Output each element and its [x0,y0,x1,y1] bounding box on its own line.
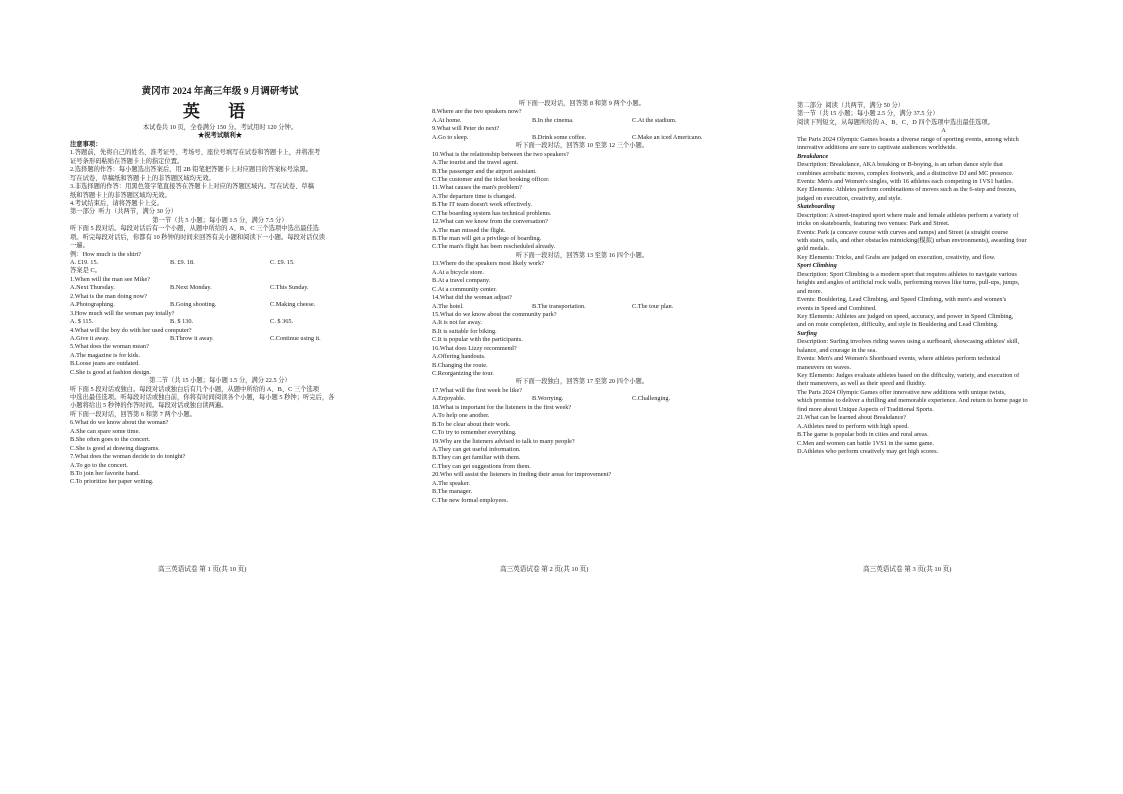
listen-instruction: 听下面一段对话，回答第 6 和第 7 两个小题。 [70,410,196,418]
section-desc: 中选出最佳选项。听每段对话或独白前，你将有时间阅读各个小题，每小题 5 秒钟；听完后，各 [70,394,335,401]
passage-text: which promise to deliver a thrilling and memorable experience. And return to home page to [797,397,1028,405]
option: A. $ 115. [70,318,94,326]
option: C.At a community center. [432,285,497,293]
option: C. $ 365. [270,318,294,326]
option: B.Drink some coffee. [532,133,587,141]
section-desc: 听下面 5 段对话。每段对话后有一个小题，从题中所给的 A、B、C 三个选项中选出最佳选 [70,225,320,233]
note-line: 证号条形码粘贴在答题卡上的指定位置。 [70,157,184,165]
passage-text: tricks on skateboards, featuring two venues: Park and Street. [797,220,950,228]
passage-text: and more. [797,287,823,295]
question: 6.What do we know about the woman? [70,419,169,427]
passage-text: Description: Surfing involves riding waves using a surfboard, showcasing athletes' skill, [797,338,1020,346]
option: B.Loose jeans are outdated. [70,360,140,368]
option: C.Make an iced Americano. [632,133,703,141]
option: A.At a bicycle store. [432,268,484,276]
question: 16.What does Lizzy recommend? [432,344,517,352]
option: C.To try to remember everything. [432,429,517,437]
passage-text: Description: Sport Climbing is a modern sport that requires athletes to navigate various [797,270,1017,278]
option: A.The tourist and the travel agent. [432,159,519,167]
passage-text: innovative additions are sure to captivate audiences worldwide. [797,144,957,152]
question: 9.What will Peter do next? [432,125,500,133]
option: C.The tour plan. [632,302,674,310]
option: A.Athletes need to perform with high speed. [797,422,909,430]
question: 4.What will the boy do with her used computer? [70,326,192,334]
option: A.Enjoyable. [432,395,466,403]
option: B.Worrying. [532,395,564,403]
option: A.To go to the concert. [70,461,128,469]
passage-text: Description: Breakdance, AKA breaking or B-boying, is an urban dance style that [797,161,1003,169]
question: 5.What does the woman mean? [70,343,149,351]
question: 12.What can we know from the conversation? [432,218,548,226]
option: B.Next Monday. [170,284,212,292]
passage-text: events in Speed and Combined. [797,304,877,312]
section-heading: 第一节（共 5 小题；每小题 1.5 分，满分 7.5 分） [152,216,288,224]
option: C. £9. 15. [270,259,295,266]
passage-text: Key Elements: Judges evaluate athletes based on the difficulty, variety, and execution of [797,372,1020,379]
option: A.Photographing. [70,301,115,309]
options-row [70,284,370,292]
option: C.Continue using it. [270,334,321,342]
option: C.It is popular with the participants. [432,336,523,344]
listen-instruction: 听下面一段独白，回答第 17 至第 20 四个小题。 [515,378,649,386]
passage-text: Description: A street-inspired sport where male and female athletes perform a variety of [797,211,1019,219]
option: B. £9. 18. [170,259,195,266]
option: A.Go to sleep. [432,133,469,141]
option: C.They can get suggestions from them. [432,462,531,470]
option: B.To join her favorite band. [70,469,140,477]
question: 7.What does the woman decide to do tonight? [70,453,186,461]
option: C.She is good at fashion design. [70,368,151,376]
passage-text: heights and angles of artificial rock walls, performing moves like turns, pull-ups, jumps, [797,279,1020,287]
option: B.Throw it away. [170,334,214,342]
passage-text: Key Elements: Athletes perform combinations of moves such as the 6-step and freezes, [797,186,1017,194]
question: 1.When will the man see Mike? [70,275,151,283]
option: D.Athletes who perform creatively may get high scores. [797,447,939,455]
option: C.At the stadium. [632,116,677,124]
passage-text: gold medals. [797,245,830,253]
question: 18.What is important for the listeners in the first week? [432,403,572,411]
section-desc: 项。听完每段对话后，你都有 10 秒钟的时间来回答有关小题和阅读下一小题。每段对话仅读 [70,233,326,241]
page-3-column [797,102,1090,572]
section-heading: 第一节（共 15 小题；每小题 2.5 分，满分 37.5 分） [797,110,939,118]
option: B.Going shooting. [170,301,217,309]
option: B.In the cinema. [532,116,574,124]
option: A.The departure time is changed. [432,192,516,200]
option: A.It is not far away. [432,319,482,327]
question: 2.What is the man doing now? [70,292,147,300]
option: C.Challenging. [632,395,671,403]
option: B.To be clear about their work. [432,420,511,428]
section-desc: 阅读下列短文，从每题所给的 A、B、C、D 四个选项中选出最佳选项。 [797,118,994,126]
subheading: Surfing [797,329,817,337]
exam-title: 黄冈市 2024 年高三年级 9 月调研考试 [141,87,299,97]
note-line: 1.答题前，先将自己的姓名、准考证号、考场号、座位号填写在试卷和答题卡上，并将准考 [70,149,321,157]
passage-text: Events: Bouldering, Lead Climbing, and Speed Climbing, with men's and women's [797,296,1007,304]
passage-text: combines acrobatic moves, complex footwork, and a distinctive DJ and MC presence. [797,169,1014,177]
note-line: 3.非选择题的作答：用黑色签字笔直接答在答题卡上对应的答题区域内。写在试卷、草稿 [70,183,315,191]
section-heading: 第二节（共 15 小题；每小题 1.5 分，满分 22.5 分） [149,377,291,385]
passage-text: find more about Unique Aspects of Traditional Sports. [797,405,934,413]
option: C.To prioritize her paper writing. [70,478,154,486]
option: B.The passenger and the airport assistant. [432,167,537,175]
subheading: Sport Climbing [797,262,837,270]
page-1-column [70,87,370,568]
section-desc: 一遍。 [70,242,89,250]
subheading: Skateboarding [797,203,835,211]
passage-text: their maneuvers, as well as their speed and fluidity. [797,380,926,388]
options-row [70,301,370,309]
question: 20.Who will assist the listeners in finding their areas for improvement? [432,471,612,479]
option: A.Give it away. [70,334,110,342]
subheading: Breakdance [797,152,829,160]
option: C.She is good at drawing diagrams. [70,444,160,452]
option: B.Changing the route. [432,361,488,369]
option: A.They can get useful information. [432,445,521,453]
note-line: 2.选择题的作答：每小题选出答案后，用 2B 铅笔把答题卡上对应题目的答案标号涂黑。 [70,166,312,174]
option: B.At a travel company. [432,277,491,285]
section-desc: 听下面 5 段对话或独白。每段对话或独白后有几个小题，从题中所给的 A、B、C 三个选项 [70,385,320,393]
options-row [70,335,370,343]
exam-intro: 本试卷共 10 页，全卷满分 150 分。考试用时 120 分钟。 [142,124,298,131]
passage-text: Key Elements: Athletes are judged on speed, accuracy, and power in Speed Climbing, [797,312,1014,320]
question: 14.What did the woman adjust? [432,294,512,302]
passage-label: A [941,127,946,135]
page-footer: 高三英语试卷 第 3 页(共 10 页) [863,566,952,573]
option: A.At home. [432,116,462,124]
passage-text: Events: Men's and Women's singles, with 16 athletes each competing in 1VS1 battles. [797,177,1014,185]
option: C.The customer and the ticket booking officer. [432,175,550,183]
option: B.The game is popular both in cities and rural areas. [797,431,929,439]
option: C.Men and women can battle 1VS1 in the same game. [797,439,934,447]
option: A.She can spare some time. [70,427,140,435]
option: A.The magazine is for kids. [70,351,140,359]
page-footer: 高三英语试卷 第 1 页(共 10 页) [158,566,247,573]
question: 21.What can be learned about Breakdance? [797,414,907,422]
question: 8.Where are the two speakers now? [432,108,522,116]
option: A.The man missed the flight. [432,226,506,234]
options-row [432,303,732,311]
option: C.The boarding system has technical problems. [432,209,552,217]
question: 17.What will the first week be like? [432,386,523,394]
option: B.She often goes to the concert. [70,436,151,444]
passage-text: The Paris 2024 Olympic Games offer innovative new additions with unique twists, [797,388,1006,396]
options-row [70,318,370,326]
notes-heading: 注意事项： [70,140,102,148]
note-line: 纸和答题卡上的非答题区域均无效。 [70,191,171,199]
section-desc: 小题将给出 5 秒钟的作答时间。每段对话或独白读两遍。 [70,402,228,410]
example-answer: 答案是 C。 [70,267,101,275]
option: B.It is suitable for biking. [432,327,497,335]
question: 11.What causes the man's problem? [432,184,522,192]
question: 19.Why are the listeners advised to talk to many people? [432,437,575,445]
option: B.The man will get a privilege of boarding. [432,235,542,242]
question: 13.Where do the speakers most likely work? [432,260,545,268]
listen-instruction: 听下面一段对话，回答第 13 至第 16 四个小题。 [515,251,649,259]
passage-text: Events: Men's and Women's Shortboard events, where athletes perform technical [797,355,1001,363]
option: C.Reorganizing the tour. [432,370,494,377]
passage-text: maneuvers on waves. [797,363,852,371]
part-heading: 第二部分 阅读（共两节，满分 50 分） [797,102,905,109]
passage-text: balance, and courage in the sea. [797,346,877,354]
passage-text: judged on execution, creativity, and style. [797,194,902,202]
part-heading: 第一部分 听力（共两节，满分 30 分） [70,208,178,216]
option: B.The transportation. [532,302,586,310]
question: 3.How much will the woman pay totally? [70,309,175,317]
page-2-column [432,100,732,570]
passage-text: Events: Park (a concave course with curves and ramps) and Street (a straight course [797,228,1009,236]
passage-text: The Paris 2024 Olympic Games boasts a diverse range of sporting events, among which [797,135,1019,143]
subject-title: 英 语 [182,102,258,121]
question: 10.What is the relationship between the two speakers? [432,150,569,158]
passage-text: Key Elements: Tricks, and Grabs are judged on execution, creativity, and flow. [797,253,996,261]
options-row [432,134,732,142]
option: A.Offering handouts. [432,353,486,361]
note-line: 写在试卷、草稿纸和答题卡上的非答题区域均无效。 [70,174,215,182]
passage-text: with stairs, rails, and other obstacles mimicking(模拟) urban environments), awarding four [797,237,1027,244]
options-row [432,117,732,125]
option: C.Making cheese. [270,301,316,309]
listen-instruction: 听下面一段对话，回答第 10 至第 12 三个小题。 [515,142,649,150]
exam-wish: ★祝考试顺利★ [197,132,243,140]
option: C.This Sunday. [270,284,309,292]
page-footer: 高三英语试卷 第 2 页(共 10 页) [500,566,589,573]
option: C.The new formal employees. [432,496,509,504]
option: B.They can get familiar with them. [432,454,521,462]
passage-text: and on route completion, difficulty, and style in Bouldering and Lead Climbing. [797,321,999,329]
note-line: 4.考试结束后，请将答题卡上交。 [70,199,163,207]
option: B. $ 130. [170,318,194,326]
option: B.The manager. [432,488,473,496]
example-options [70,259,370,267]
example-question: 例：How much is the shirt? [70,250,142,258]
listen-instruction: 听下面一段对话，回答第 8 和第 9 两个小题。 [519,100,645,107]
option: B.The IT team doesn't work effectively. [432,201,532,209]
question: 15.What do we know about the community park? [432,310,557,318]
option: A.The hotel. [432,302,464,310]
option: A. £19. 15. [70,259,99,266]
options-row [432,395,732,403]
option: A.Next Thursday. [70,284,115,292]
option: C.The man's flight has been rescheduled already. [432,243,556,251]
option: A.To help one another. [432,412,490,420]
option: A.The speaker. [432,479,470,487]
